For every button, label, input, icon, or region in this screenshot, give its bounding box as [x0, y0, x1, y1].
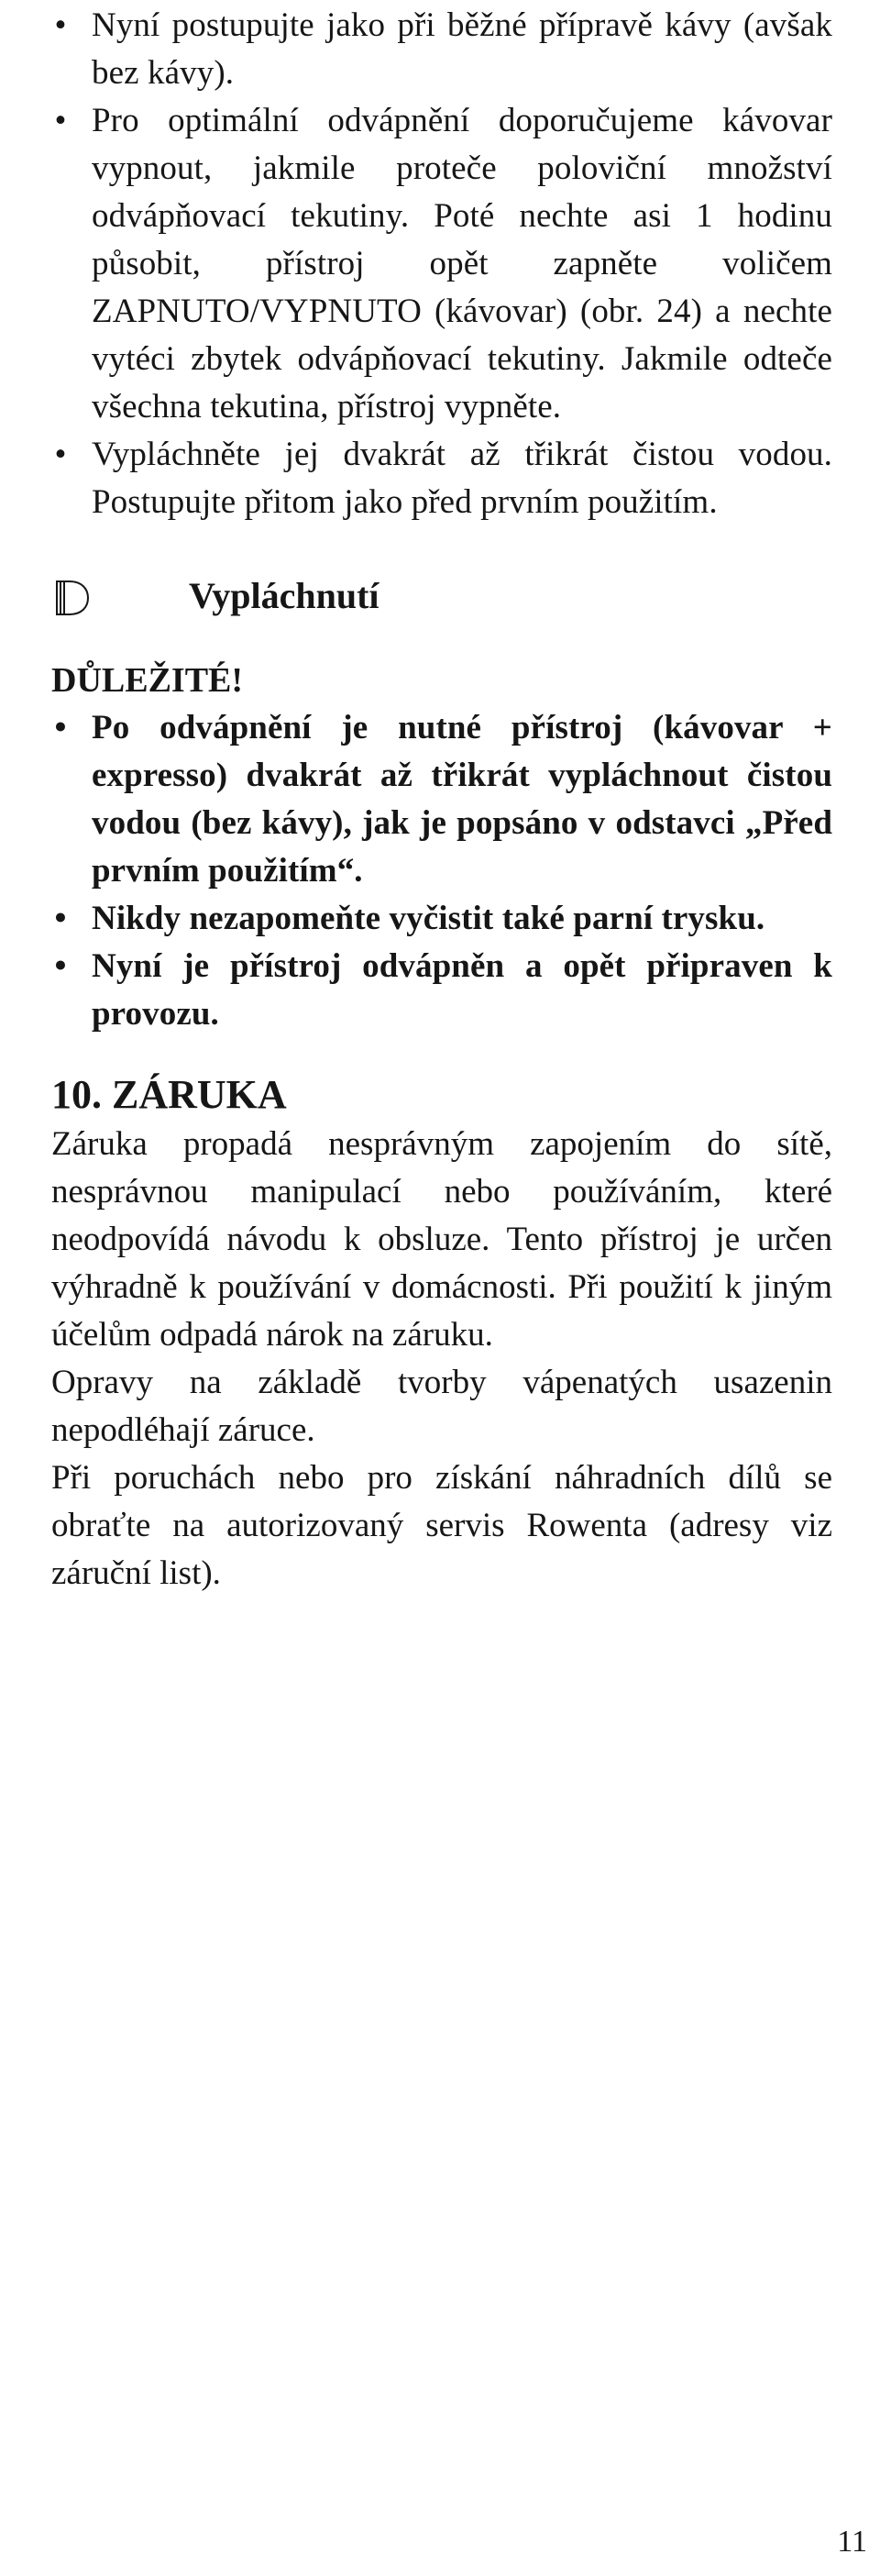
important-item-2: [54, 895, 832, 943]
bullet: •: [54, 102, 67, 139]
important-item-1: [54, 704, 832, 895]
important-label: DŮLEŽITÉ!: [51, 661, 244, 700]
bullet: •: [54, 900, 67, 937]
descaling-step-2: [54, 97, 832, 431]
important-item-3-text: Nyní je přístroj odvápněn a opět připraven k provozu.: [92, 947, 832, 1033]
important-item-1-text: Po odvápnění je nutné přístroj (kávovar + expresso) dvakrát až třikrát vypláchnout čistou vodou (bez kávy), jak je popsáno v odstavci „Před prvním použitím“.: [92, 709, 832, 890]
d-letter-icon: [51, 578, 92, 618]
important-item-3: [54, 943, 832, 1038]
bullet: •: [54, 6, 67, 44]
descaling-step-3: [54, 431, 832, 526]
rinse-section-header: [51, 554, 832, 636]
page-number: 11: [837, 2525, 867, 2559]
descaling-steps-list: [54, 2, 832, 526]
rinse-section-title: Vypláchnutí: [189, 575, 380, 616]
descaling-step-3-text: Vypláchněte jej dvakrát až třikrát čistou vodou. Postupujte přitom jako před prvním použitím.: [92, 436, 832, 521]
important-item-2-text: Nikdy nezapomeňte vyčistit také parní trysku.: [92, 900, 765, 937]
important-list: [54, 704, 832, 1038]
text-column: [51, 2, 832, 1598]
descaling-step-1-text: Nyní postupujte jako při běžné přípravě kávy (avšak bez kávy).: [92, 6, 832, 92]
bullet: •: [54, 947, 67, 985]
descaling-step-2-text: Pro optimální odvápnění doporučujeme kávovar vypnout, jakmile proteče poloviční množství odvápňovací tekutiny. Poté nechte asi 1 hodinu působit, přístroj opět zapněte voličem ZAPNUTO/VYPNUTO (kávovar) (obr. 24) a nechte vytéci zbytek odvápňovací tekutiny. Jakmile odteče všechna tekutina, přístroj vypněte.: [92, 102, 832, 426]
warranty-paragraph-2: Opravy na základě tvorby vápenatých usazenin nepodléhají záruce.: [51, 1364, 832, 1449]
warranty-paragraph-3: Při poruchách nebo pro získání náhradních dílů se obraťte na autorizovaný servis Rowenta (adresy viz záruční list).: [51, 1459, 832, 1592]
warranty-paragraph-1: Záruka propadá nesprávným zapojením do sítě, nesprávnou manipulací nebo používáním, které neodpovídá návodu k obsluze. Tento přístroj je určen výhradně k používání v domácnosti. Při použití k jiným účelům odpadá nárok na záruku.: [51, 1125, 832, 1354]
bullet: •: [54, 709, 67, 746]
descaling-step-1: [54, 2, 832, 97]
warranty-heading: 10. ZÁRUKA: [51, 1072, 287, 1117]
bullet: •: [54, 436, 67, 473]
